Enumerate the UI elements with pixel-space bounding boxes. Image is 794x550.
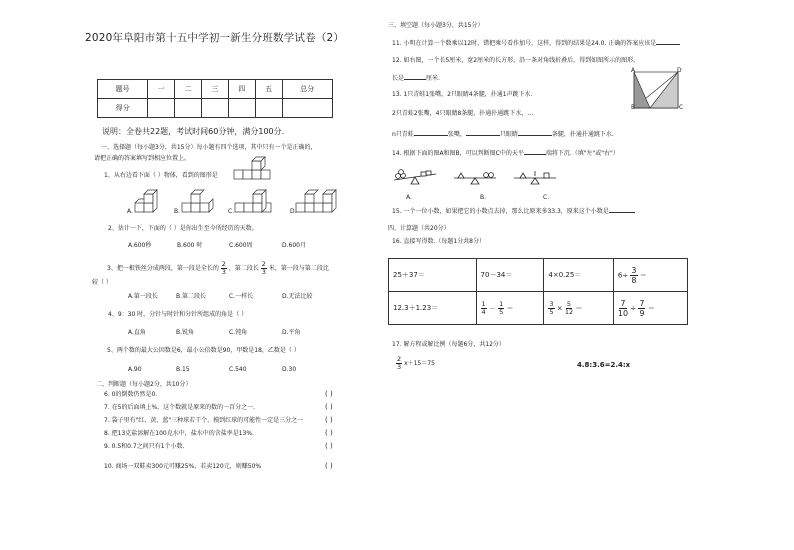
fraction-numerator: 2 — [397, 355, 402, 363]
q14-text-b: 端将下沉.（填"左"或"右"） — [545, 150, 619, 157]
q2-option-c: C.600周 — [229, 242, 253, 249]
question-13c — [392, 129, 614, 139]
fraction-numerator: 7 — [639, 298, 645, 308]
balance-label-b: B. — [480, 194, 487, 201]
judge-item-9: 9. 0.5和0.7之间只有1个小数. — [104, 443, 185, 450]
answer-blank[interactable] — [466, 129, 500, 136]
score-table-score-row — [98, 99, 333, 118]
score-header-cell: 二 — [175, 80, 202, 99]
question-12-cont — [392, 73, 440, 83]
question-2: 2、估计一下，下面的（ ）是你出生至今所经历的天数。 — [108, 225, 258, 232]
section4-heading: 四、计算题（共20分） — [388, 225, 450, 232]
score-cell[interactable] — [202, 99, 229, 118]
q3-option-d: D.无法比较 — [282, 293, 313, 300]
score-cell[interactable] — [282, 99, 332, 118]
calc-operator: － — [488, 304, 496, 312]
score-cell[interactable] — [175, 99, 202, 118]
calc-fraction — [481, 301, 487, 316]
calc-cell[interactable]: 25＋37＝ — [389, 259, 477, 292]
judge-item-6: 6. 0的倒数仍然是0. — [104, 391, 158, 398]
q1-option-a-figure — [133, 186, 169, 216]
answer-paren[interactable]: ( ) — [325, 403, 333, 411]
q3-option-c: C.一样长 — [229, 293, 254, 300]
equation-1 — [396, 356, 435, 371]
q11-text: 11. 小明在计算一个数乘以12时，错把乘号看作加号，这样，得到的结果是24.0. 正确的答案应该是 — [392, 40, 657, 47]
fraction-denominator: 4 — [481, 307, 486, 316]
question-16: 16. 直接写得数.（每题1分共8分） — [392, 238, 485, 245]
q12-fold-figure — [628, 66, 684, 112]
calc-row — [389, 292, 688, 325]
fraction-numerator: 5 — [566, 299, 572, 308]
balance-c-figure — [510, 166, 560, 186]
equation-2: 4.8:3.6=2.4:x — [577, 361, 631, 369]
fig-label-a: A — [631, 67, 636, 74]
q14-text: 14. 根据下面的图A和图B，可以判断图C中的天平 — [392, 150, 524, 157]
q12-text-b: 长是 — [392, 75, 405, 82]
q13-text-eyes: 只眼睛 — [499, 131, 518, 138]
answer-paren[interactable]: ( ) — [325, 462, 333, 470]
balance-b-figure — [450, 166, 500, 186]
question-13b: 2只青蛙2张嘴，4只眼睛8条腿，扑通扑通跳下水，… — [392, 110, 534, 117]
judge-item-7b: 7. 袋子里有"红、黄、蓝"三种球若干个，摸到红球的可能性一定是三分之一 — [104, 417, 304, 424]
question-1: 1、从右边看下面（ ）物体，看到的图形是 — [104, 172, 218, 179]
calc-equals: ＝ — [647, 304, 655, 312]
fraction-denominator: 5 — [499, 307, 504, 316]
q1-option-c: C. — [228, 208, 235, 215]
q3-fraction-2 — [261, 261, 267, 276]
calc-fraction — [565, 301, 573, 316]
q3-numerator: 2 — [221, 260, 226, 268]
q5-option-a: A.90 — [128, 366, 142, 373]
answer-blank[interactable] — [518, 129, 552, 136]
q2-option-b: B.600 时 — [177, 242, 203, 249]
calc-equals: ＝ — [506, 304, 514, 312]
q5-option-b: B.15 — [176, 366, 190, 373]
score-cell[interactable] — [148, 99, 175, 118]
section2-heading: 二、判断题（每小题2分，共10分） — [96, 381, 192, 388]
calc-cell[interactable]: 70－34＝ — [476, 259, 544, 292]
fraction-numerator: 1 — [481, 299, 486, 308]
q3-option-a: A.第一段长 — [128, 293, 158, 300]
calc-operator: × — [556, 304, 563, 312]
score-header-cell: 一 — [148, 80, 175, 99]
q1-main-cubes-figure — [232, 156, 272, 186]
fraction-numerator: 3 — [549, 299, 554, 308]
question-15 — [392, 206, 635, 216]
page-title: 2020年阜阳市第十五中学初一新生分班数学试卷（2） — [85, 32, 345, 44]
judge-item-7a: 7. 在5的后面填上%，这个数就是原来的数的一百分之一. — [104, 404, 256, 411]
calc-fraction — [498, 301, 504, 316]
score-header-cell: 五 — [255, 80, 282, 99]
fig-label-b: B — [631, 104, 636, 111]
question-5: 5、两个数的最大公因数是6，最小公倍数是90，甲数是18，乙数是（ ） — [107, 347, 300, 354]
q4-option-d: D.平角 — [282, 329, 301, 336]
calc-cell[interactable] — [544, 292, 613, 325]
q1-option-b-figure — [180, 186, 220, 216]
answer-paren[interactable]: ( ) — [325, 429, 333, 437]
balance-label-a: A. — [406, 194, 412, 201]
score-cell[interactable] — [255, 99, 282, 118]
fraction-numerator: 7 — [620, 298, 626, 308]
calc-fraction — [630, 266, 637, 285]
calc-cell[interactable]: 12.3＋1.23＝ — [389, 292, 477, 325]
score-row-label: 得分 — [98, 99, 148, 118]
calculation-table — [388, 258, 688, 325]
q3-text-b: ，第二段长 — [228, 265, 259, 272]
question-12: 12. 如右图，一个长5厘米，宽2厘米的长方形，沿一条对角线折叠后，得到如图所示的图形， — [392, 57, 640, 64]
q15-text: 15. 一个一位小数，如果把它的小数点去掉，那么比原来多33.3，原来这个小数是 — [392, 208, 609, 215]
q3-denominator-2: 3 — [261, 268, 266, 276]
q12-text-c: 厘米. — [426, 75, 440, 82]
answer-blank[interactable] — [524, 148, 546, 155]
fraction-denominator: 5 — [549, 307, 554, 316]
score-cell[interactable] — [228, 99, 255, 118]
question-14 — [392, 148, 619, 158]
score-header-cell: 四 — [228, 80, 255, 99]
section1-heading-2: 请把正确的答案填写到相应位置上。 — [94, 155, 191, 162]
answer-blank[interactable] — [414, 129, 448, 136]
q3-fraction — [221, 261, 227, 276]
q4-option-a: A.直角 — [128, 329, 146, 336]
q5-option-c: C.540 — [229, 366, 247, 373]
answer-paren[interactable]: ( ) — [325, 416, 333, 424]
q1-option-d-figure — [294, 186, 344, 216]
calc-row — [389, 259, 688, 292]
eq1-text: x＋15＝75 — [404, 360, 435, 367]
judge-item-10: 10. 商场一双鞋卖300元可赚25%，若卖120元，则赚50% — [104, 463, 262, 470]
q3-text-a: 3、把一根铁丝分成两段，第一段是全长的 — [107, 265, 219, 272]
q5-option-d: D.30 — [282, 366, 297, 373]
q1-option-d: D. — [290, 208, 297, 215]
balance-a-figure — [390, 166, 440, 186]
calc-text: 6÷ — [617, 271, 629, 279]
calc-cell[interactable] — [613, 292, 687, 325]
q13-text-legs: 条腿，扑通扑通跳下水. — [551, 131, 614, 138]
fraction-denominator: 10 — [617, 308, 629, 318]
fraction-denominator: 9 — [639, 308, 645, 318]
q1-option-b: B. — [174, 208, 181, 215]
question-3 — [107, 261, 329, 276]
q13-text-n: n只青蛙 — [392, 131, 414, 138]
calc-cell[interactable]: 4×0.25＝ — [544, 259, 613, 292]
q1-option-c-figure — [233, 186, 277, 216]
fraction-denominator: 12 — [564, 307, 574, 316]
q4-option-c: C.钝角 — [229, 329, 248, 336]
answer-paren[interactable]: ( ) — [325, 442, 333, 450]
answer-blank[interactable] — [609, 206, 635, 213]
question-4: 4、9：30 时，分针与时针和分针所组成的角是（ ） — [108, 311, 248, 318]
q1-option-a: A. — [127, 208, 133, 215]
q2-option-d: D.600月 — [282, 242, 306, 249]
answer-paren[interactable]: ( ) — [325, 390, 333, 398]
calc-equals: ＝ — [639, 271, 647, 279]
answer-blank[interactable] — [404, 73, 426, 80]
calc-fraction — [618, 299, 628, 318]
score-header-cell: 三 — [202, 80, 229, 99]
q3-numerator-2: 2 — [261, 260, 266, 268]
question-13a: 13. 1只青蛙1张嘴，2只眼睛4条腿，扑通1声跳下水. — [392, 91, 533, 98]
q3-denominator: 3 — [221, 268, 226, 276]
question-3-cont: 较（ ） — [92, 279, 112, 286]
score-header-cell: 总分 — [282, 80, 332, 99]
balance-label-c: C. — [543, 194, 550, 201]
score-table — [97, 79, 333, 118]
judge-item-8: 8. 把13克盐溶解在100克水中，盐水中的含盐率是13%. — [104, 430, 254, 437]
q2-option-a: A.600秒 — [128, 242, 152, 249]
score-table-header-row — [98, 80, 333, 99]
q13-text-mouths: 张嘴， — [447, 131, 466, 138]
section1-heading: 一、选择题（每小题3分，共15分）每小题有四个选项，其中只有一个是正确的， — [101, 144, 317, 151]
calc-cell[interactable] — [476, 292, 544, 325]
q3-option-b: B.第二段长 — [176, 293, 207, 300]
instructions: 说明：全卷共22题，考试时间60分钟，满分100分. — [102, 127, 285, 136]
score-header-cell: 题号 — [98, 80, 148, 99]
answer-blank[interactable] — [656, 38, 680, 45]
calc-operator: ÷ — [630, 304, 637, 312]
section3-heading: 三、填空题（每小题3分，共15分） — [388, 22, 484, 29]
calc-fraction — [548, 301, 554, 316]
calc-fraction — [638, 299, 645, 318]
fig-label-d: D — [677, 67, 682, 74]
fraction-numerator: 1 — [499, 299, 504, 308]
q4-option-b: B.锐角 — [176, 329, 195, 336]
question-11 — [392, 38, 680, 48]
question-17: 17. 解方程或解比例（每题6分，共12分） — [392, 341, 505, 348]
calc-equals: ＝ — [575, 304, 583, 312]
q3-text-c: 米，第一段与第二段比 — [268, 265, 329, 272]
fraction-denominator: 8 — [631, 275, 637, 285]
eq1-fraction — [396, 356, 402, 371]
fig-label-c: C — [679, 104, 684, 111]
fraction-denominator: 3 — [397, 363, 402, 371]
calc-cell[interactable] — [613, 259, 687, 292]
fraction-numerator: 3 — [631, 265, 637, 275]
